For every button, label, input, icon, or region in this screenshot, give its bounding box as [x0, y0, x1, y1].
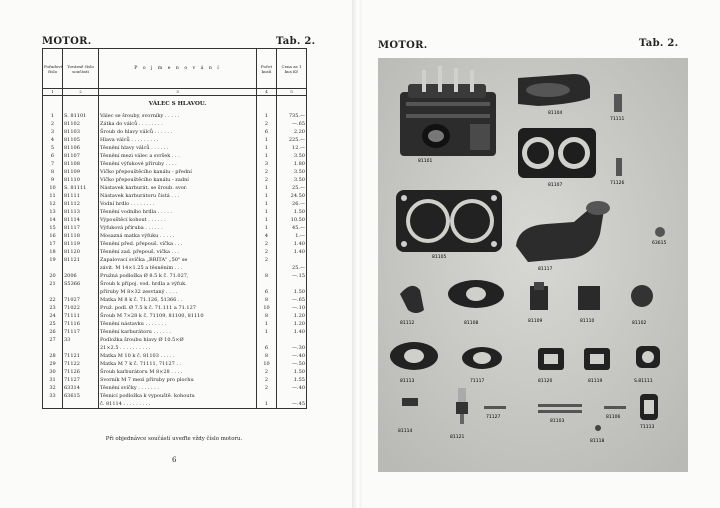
- part-price: 1.80: [277, 160, 307, 168]
- row-number: 15: [43, 224, 63, 232]
- table-row: [43, 312, 307, 320]
- row-number: 19: [43, 256, 63, 264]
- part-description: Hlava válců . . . . . . . . .: [99, 136, 257, 144]
- part-description: Těsnění mezi válec a svršek . . .: [99, 152, 257, 160]
- part-price: 1.20: [277, 320, 307, 328]
- part-description: Výpouštěcí kohout . . . . . .: [99, 216, 257, 224]
- part-quantity: 1: [257, 112, 277, 120]
- part-price: —.65: [277, 120, 307, 128]
- part-label: 71126: [610, 181, 625, 186]
- part-label: 81108: [464, 321, 479, 326]
- column-header: Počet kusů: [257, 49, 277, 89]
- part-number: 63615: [63, 392, 99, 400]
- part-number: 63314: [63, 384, 99, 392]
- row-number: [43, 344, 63, 352]
- part-description: Válec se šrouby, svorníky . . . . .: [99, 112, 257, 120]
- column-index: 5: [277, 89, 307, 96]
- part-quantity: 1: [257, 200, 277, 208]
- part-label: 81118: [590, 439, 605, 444]
- part-description: Víčko přepouštěcího kanálu - přední: [99, 168, 257, 176]
- row-number: [43, 288, 63, 296]
- part-quantity: 2: [257, 176, 277, 184]
- row-number: 2: [43, 120, 63, 128]
- part-price: 12.—: [277, 144, 307, 152]
- part-quantity: 1: [257, 320, 277, 328]
- transfer-cover-front-part: [530, 282, 548, 310]
- row-number: 33: [43, 392, 63, 400]
- part-quantity: [257, 264, 277, 272]
- table-row: [43, 296, 307, 304]
- row-number: 1: [43, 112, 63, 120]
- table-row: [43, 336, 307, 344]
- part-description: Matka M 7 k č. 71111, 71127 . .: [99, 360, 257, 368]
- part-label: 71117: [470, 379, 485, 384]
- row-number: 20: [43, 272, 63, 280]
- cylinder-plug-part: [631, 285, 653, 307]
- part-quantity: 1: [257, 216, 277, 224]
- part-number: 81120: [63, 248, 99, 256]
- row-number: 21: [43, 280, 63, 288]
- table-row: [43, 352, 307, 360]
- washer-part: [595, 425, 601, 431]
- part-quantity: 10: [257, 360, 277, 368]
- part-description: Těsnění karburátoru . . . . . .: [99, 328, 257, 336]
- part-price: 3.50: [277, 152, 307, 160]
- row-number: 10: [43, 184, 63, 192]
- table-header-row: [43, 49, 307, 89]
- table-row: [43, 184, 307, 192]
- table-row: [43, 384, 307, 392]
- table-row: [43, 376, 307, 384]
- part-number: S. 81101: [63, 112, 99, 120]
- part-price: 1.40: [277, 240, 307, 248]
- part-label: 81106: [606, 415, 621, 420]
- row-number: 18: [43, 248, 63, 256]
- row-number: 23: [43, 304, 63, 312]
- head-gasket-part: [518, 128, 596, 178]
- table-row: [43, 128, 307, 136]
- row-number: 32: [43, 384, 63, 392]
- part-label: 81109: [528, 319, 543, 324]
- part-description: Pružná podložka Ø 8.5 k č. 71.027,: [99, 272, 257, 280]
- part-price: [277, 336, 307, 344]
- part-price: [277, 280, 307, 288]
- part-number: 81109: [63, 168, 99, 176]
- bolt-part: [614, 94, 622, 112]
- part-quantity: 2: [257, 376, 277, 384]
- row-number: 14: [43, 216, 63, 224]
- row-number: 13: [43, 208, 63, 216]
- part-label: 81105: [432, 255, 447, 260]
- row-number: 4: [43, 136, 63, 144]
- table-row: [43, 368, 307, 376]
- part-price: —.45: [277, 400, 307, 409]
- flange-gasket-part: [448, 280, 504, 308]
- table-row: [43, 360, 307, 368]
- part-price: —.40: [277, 352, 307, 360]
- cylinder-head-gasket-part: [396, 190, 502, 252]
- part-quantity: 2: [257, 248, 277, 256]
- part-price: [277, 256, 307, 264]
- table-row: [43, 248, 307, 256]
- part-label: S.81111: [634, 379, 653, 384]
- part-label: 81119: [588, 379, 603, 384]
- part-quantity: 10: [257, 304, 277, 312]
- drain-cock-part: [402, 398, 418, 406]
- part-description: závit. M 14×1.25 a těsněním . . .: [99, 264, 257, 272]
- table-row: [43, 304, 307, 312]
- row-number: 22: [43, 296, 63, 304]
- part-number: 71122: [63, 360, 99, 368]
- part-quantity: [257, 392, 277, 400]
- part-number: 81113: [63, 208, 99, 216]
- part-description: Těsnění před. přepouš. víčka . . .: [99, 240, 257, 248]
- row-number: 8: [43, 168, 63, 176]
- part-price: 3.50: [277, 168, 307, 176]
- part-label: 81112: [400, 321, 415, 326]
- column-header: Cena za 1 kus Kč: [277, 49, 307, 89]
- part-description: Víčko přepouštěcího kanálu - zadní: [99, 176, 257, 184]
- page-header-table-number: Tab. 2.: [639, 38, 679, 49]
- part-number: 81102: [63, 120, 99, 128]
- part-number: [63, 400, 99, 409]
- part-number: 2006: [63, 272, 99, 280]
- part-number: 81110: [63, 176, 99, 184]
- part-description: Matka M 8 k č. 71.126, 51366 . .: [99, 296, 257, 304]
- row-number: 6: [43, 152, 63, 160]
- table-row: [43, 136, 307, 144]
- part-price: —.40: [277, 384, 307, 392]
- page-number: 6: [172, 456, 177, 464]
- column-index: 2: [63, 89, 99, 96]
- part-quantity: 3: [257, 160, 277, 168]
- brass-nut-part: [655, 227, 665, 237]
- part-quantity: 2: [257, 240, 277, 248]
- table-row: [43, 392, 307, 400]
- part-number: 81111: [63, 192, 99, 200]
- column-header: Pořadové číslo: [43, 49, 63, 89]
- part-description: Těsnění zad. přepouš. víčka . . .: [99, 248, 257, 256]
- table-row: [43, 160, 307, 168]
- part-description: Těsnění svíčky . . . . . . .: [99, 384, 257, 392]
- part-number: 81105: [63, 136, 99, 144]
- part-description: příruby M 8×32 zesvtaný . . . .: [99, 288, 257, 296]
- part-price: 1.40: [277, 248, 307, 256]
- table-row: [43, 280, 307, 288]
- part-number: 81119: [63, 240, 99, 248]
- table-row: [43, 224, 307, 232]
- part-number: S. 81111: [63, 184, 99, 192]
- part-number: 81121: [63, 256, 99, 264]
- part-price: 1.50: [277, 208, 307, 216]
- part-number: 81103: [63, 128, 99, 136]
- part-number: 81107: [63, 152, 99, 160]
- adapter-gasket-part: [636, 346, 660, 368]
- part-price: 1.40: [277, 328, 307, 336]
- part-quantity: 6: [257, 128, 277, 136]
- part-price: 25.—: [277, 184, 307, 192]
- row-number: 9: [43, 176, 63, 184]
- part-quantity: 8: [257, 352, 277, 360]
- part-price: —.15: [277, 272, 307, 280]
- part-quantity: 6: [257, 288, 277, 296]
- page-header-table-number: Tab. 2.: [276, 36, 316, 47]
- part-label: 81120: [538, 379, 553, 384]
- table-row: [43, 216, 307, 224]
- part-description: Těsnění vodního hrdla . . . . .: [99, 208, 257, 216]
- part-quantity: 1: [257, 192, 277, 200]
- part-description: Těsnění výfukové příruby . . . .: [99, 160, 257, 168]
- part-description: Těsnění nástavku . . . . . . .: [99, 320, 257, 328]
- part-quantity: [257, 280, 277, 288]
- part-quantity: 1: [257, 328, 277, 336]
- part-price: 1.—: [277, 232, 307, 240]
- part-label: 81102: [632, 321, 647, 326]
- part-price: 1.20: [277, 312, 307, 320]
- part-price: 26.—: [277, 200, 307, 208]
- part-description: Těsnicí podložka k vypouště. kohoutu: [99, 392, 257, 400]
- part-number: 81106: [63, 144, 99, 152]
- part-price: 1.50: [277, 288, 307, 296]
- part-number: 71117: [63, 328, 99, 336]
- row-number: 31: [43, 376, 63, 384]
- row-number: 25: [43, 320, 63, 328]
- part-description: Výfuková příruba . . . . . .: [99, 224, 257, 232]
- part-price: 225.—: [277, 136, 307, 144]
- page-header-title: MOTOR.: [378, 40, 428, 51]
- table-row: [43, 208, 307, 216]
- part-description: Těsnění hlavy válců . . . . . .: [99, 144, 257, 152]
- part-price: 1.55: [277, 376, 307, 384]
- section-row: [43, 96, 307, 113]
- part-price: —.65: [277, 296, 307, 304]
- table-row: [43, 232, 307, 240]
- part-number: 81114: [63, 216, 99, 224]
- parts-table: [42, 48, 307, 409]
- part-description: Zapalovací svíčka „BRITA" „50" se: [99, 256, 257, 264]
- part-quantity: 8: [257, 272, 277, 280]
- part-label: 81101: [418, 159, 433, 164]
- table-row: [43, 272, 307, 280]
- part-quantity: 1: [257, 400, 277, 409]
- rear-cover-gasket-part: [538, 348, 564, 370]
- part-quantity: 2: [257, 168, 277, 176]
- part-price: 24.50: [277, 192, 307, 200]
- part-quantity: 1: [257, 144, 277, 152]
- part-quantity: 2: [257, 384, 277, 392]
- table-row: [43, 328, 307, 336]
- part-number: 71022: [63, 304, 99, 312]
- part-description: Zátka do válců . . . . . . . .: [99, 120, 257, 128]
- table-row: [43, 176, 307, 184]
- part-description: Šroub karburátoru M 8×28 . . . .: [99, 368, 257, 376]
- part-quantity: 1: [257, 152, 277, 160]
- table-row: [43, 400, 307, 409]
- part-description: Nástavek karburátoru čistá . . .: [99, 192, 257, 200]
- part-number: 81117: [63, 224, 99, 232]
- transfer-cover-rear-part: [578, 286, 600, 310]
- water-neck-gasket-part: [390, 342, 438, 370]
- part-number: [63, 288, 99, 296]
- row-number: [43, 264, 63, 272]
- parts-photo-illustration: [378, 58, 688, 472]
- part-description: Matka M 10 k č. 81103 . . . . .: [99, 352, 257, 360]
- part-quantity: 8: [257, 312, 277, 320]
- column-header: Továrně číslo součásti: [63, 49, 99, 89]
- row-number: 29: [43, 360, 63, 368]
- carburettor-bolt-part: [604, 406, 626, 409]
- table-row: [43, 120, 307, 128]
- column-index: 1: [43, 89, 63, 96]
- part-description: Mosazná matka výfuku . . . . .: [99, 232, 257, 240]
- table-row: [43, 344, 307, 352]
- part-description: č. 81114 . . . . . . . . .: [99, 400, 257, 409]
- part-quantity: 2: [257, 120, 277, 128]
- table-row: [43, 112, 307, 120]
- section-title: VÁLEC S HLAVOU.: [99, 96, 257, 113]
- part-quantity: 4: [257, 232, 277, 240]
- row-number: 5: [43, 144, 63, 152]
- part-label: 63615: [652, 241, 667, 246]
- part-number: 81118: [63, 232, 99, 240]
- table-row: [43, 192, 307, 200]
- part-quantity: 1: [257, 184, 277, 192]
- part-number: 33: [63, 336, 99, 344]
- carburettor-gasket-part: [462, 347, 502, 369]
- part-number: 81108: [63, 160, 99, 168]
- part-number: 71111: [63, 312, 99, 320]
- part-description: Svorník M 7 mezi příruby pro plochu: [99, 376, 257, 384]
- row-number: 3: [43, 128, 63, 136]
- table-row: [43, 200, 307, 208]
- part-label: 81103: [550, 419, 565, 424]
- part-description: Pruž. podl. Ø 7.5 k č. 71.111 a 71.127: [99, 304, 257, 312]
- front-cover-gasket-part: [584, 348, 610, 370]
- left-page: [0, 0, 352, 508]
- part-price: 1.50: [277, 368, 307, 376]
- part-label: 81110: [580, 319, 595, 324]
- part-price: 45.—: [277, 224, 307, 232]
- part-quantity: 6: [257, 344, 277, 352]
- part-label: 81117: [538, 267, 553, 272]
- stud-part: [616, 158, 622, 176]
- column-index-row: [43, 89, 307, 96]
- column-header: P o j m e n o v á n í: [99, 49, 257, 89]
- parts-photograph: [378, 58, 688, 472]
- part-quantity: 8: [257, 296, 277, 304]
- row-number: 11: [43, 192, 63, 200]
- row-number: 24: [43, 312, 63, 320]
- footnote: Při objednávce součástí uveďte vždy číslo motoru.: [105, 436, 243, 442]
- row-number: 30: [43, 368, 63, 376]
- row-number: [43, 400, 63, 409]
- part-price: 3.50: [277, 176, 307, 184]
- column-index: 4: [257, 89, 277, 96]
- exhaust-gasket-part: [640, 394, 658, 420]
- row-number: 12: [43, 200, 63, 208]
- part-number: 71126: [63, 368, 99, 376]
- table-row: [43, 240, 307, 248]
- part-label: 71113: [640, 425, 655, 430]
- part-price: —.50: [277, 360, 307, 368]
- part-number: 71127: [63, 376, 99, 384]
- part-number: 71116: [63, 320, 99, 328]
- column-index: 3: [99, 89, 257, 96]
- part-number: 81112: [63, 200, 99, 208]
- table-row: [43, 288, 307, 296]
- table-row: [43, 168, 307, 176]
- part-price: 10.50: [277, 216, 307, 224]
- row-number: 16: [43, 232, 63, 240]
- part-number: 71027: [63, 296, 99, 304]
- part-number: [63, 344, 99, 352]
- part-price: 735.—: [277, 112, 307, 120]
- part-label: 81104: [548, 111, 563, 116]
- part-quantity: 1: [257, 136, 277, 144]
- row-number: 26: [43, 328, 63, 336]
- part-quantity: 2: [257, 368, 277, 376]
- part-label: 81121: [450, 435, 465, 440]
- part-number: [63, 264, 99, 272]
- row-number: 28: [43, 352, 63, 360]
- part-description: Vodní hrdlo . . . . . . . .: [99, 200, 257, 208]
- table-row: [43, 256, 307, 264]
- part-number: S5366: [63, 280, 99, 288]
- row-number: 27: [43, 336, 63, 344]
- part-description: Šroub do hlavy válců . . . . . .: [99, 128, 257, 136]
- part-label: 81113: [400, 379, 415, 384]
- part-price: [277, 392, 307, 400]
- part-number: 71121: [63, 352, 99, 360]
- page-header-title: MOTOR.: [42, 36, 92, 47]
- part-price: —.30: [277, 344, 307, 352]
- part-quantity: 1: [257, 224, 277, 232]
- part-label: 71111: [610, 117, 625, 122]
- part-quantity: 2: [257, 256, 277, 264]
- part-price: 2.20: [277, 128, 307, 136]
- part-label: 81107: [548, 183, 563, 188]
- part-description: Podložka šroubu hlavy Ø 10.5×Ø: [99, 336, 257, 344]
- row-number: 7: [43, 160, 63, 168]
- table-row: [43, 152, 307, 160]
- table-row: [43, 320, 307, 328]
- part-description: 21×2.5 . . . . . . . . . .: [99, 344, 257, 352]
- stud-long-part: [484, 406, 506, 409]
- part-label: 81114: [398, 429, 413, 434]
- part-description: Šroub M 7×28 k č. 71109, 81100, 81110: [99, 312, 257, 320]
- book-spine: [352, 0, 362, 508]
- part-description: Nástavek karburát. se šroub. svor.: [99, 184, 257, 192]
- part-quantity: 1: [257, 208, 277, 216]
- table-row: [43, 264, 307, 272]
- part-price: 25.—: [277, 264, 307, 272]
- part-description: Šroub k přípoj. vod. hrdla a výfuk.: [99, 280, 257, 288]
- table-row: [43, 144, 307, 152]
- part-price: —.10: [277, 304, 307, 312]
- part-quantity: [257, 336, 277, 344]
- row-number: 17: [43, 240, 63, 248]
- part-label: 71127: [486, 415, 501, 420]
